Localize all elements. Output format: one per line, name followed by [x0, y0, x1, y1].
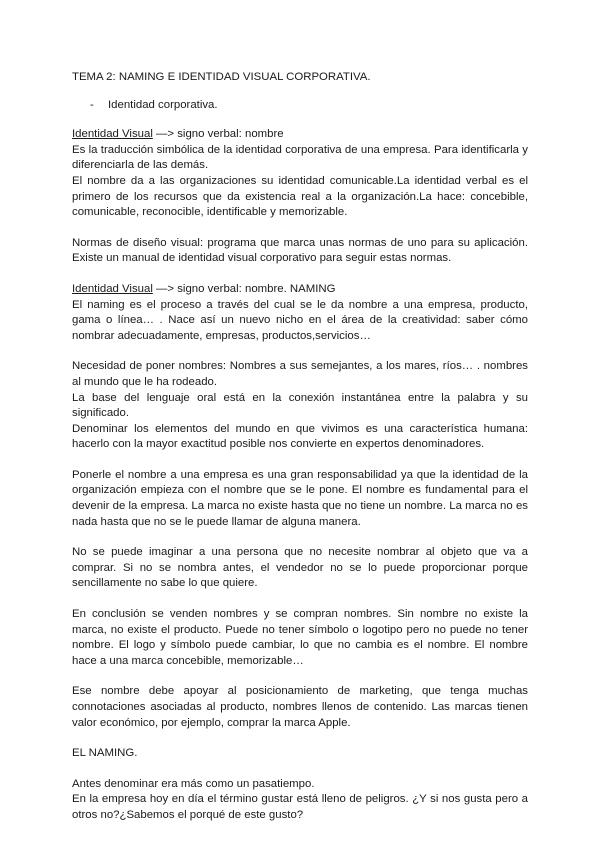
- posicionamiento-paragraph: Ese nombre debe apoyar al posicionamiento de marketing, que tenga muchas connotaciones asociadas al producto, nombres llenos de contenido. Las marcas tienen valor económico, por ejemplo, comprar la marca Apple.: [72, 685, 528, 729]
- section2-heading-rest: —> signo verbal: nombre. NAMING: [152, 282, 336, 295]
- necesidad-paragraph-3: Denominar los elementos del mundo en que vivimos es una característica humana: hacerlo con la mayor exactitud posible nos convierte en expertos denominadores.: [72, 422, 528, 451]
- section1-heading-rest: —> signo verbal: nombre: [152, 128, 284, 141]
- bullet-text: Identidad corporativa.: [108, 98, 218, 111]
- antes-paragraph-1: Antes denominar era más como un pasatiempo.: [72, 777, 315, 790]
- section1-paragraph-1: Es la traducción simbólica de la identidad corporativa de una empresa. Para identificarla y diferenciarla de las demás.: [72, 143, 528, 172]
- el-naming-heading: EL NAMING.: [72, 747, 138, 760]
- antes-paragraph-2: En la empresa hoy en día el término gustar está lleno de peligros. ¿Y si nos gusta pero a otros no?¿Sabemos el porqué de este gusto?: [72, 793, 528, 821]
- document-title: TEMA 2: NAMING E IDENTIDAD VISUAL CORPORATIVA.: [72, 71, 371, 83]
- section1-heading-underlined: Identidad Visual: [72, 128, 153, 141]
- normas-paragraph: Normas de diseño visual: programa que marca unas normas de uno para su aplicación. Existe un manual de identidad visual corporativo para seguir estas normas.: [72, 236, 528, 265]
- ponerle-paragraph: Ponerle el nombre a una empresa es una gran responsabilidad ya que la identidad de la organización empieza con el nombre que se le pone. El nombre es fundamental para el devenir de la empresa. La marca no existe hasta que no tiene un nombre. La marca no es nada hasta que no se le puede llamar de alguna manera.: [72, 468, 528, 528]
- necesidad-paragraph-2: La base del lenguaje oral está en la conexión instantánea entre la palabra y su significado.: [72, 391, 528, 420]
- document-page: [72, 70, 528, 824]
- bullet-item: [72, 98, 528, 114]
- bullet-dash: -: [90, 98, 94, 111]
- section2-paragraph-1: El naming es el proceso a través del cual se le da nombre a una empresa, producto, gama o línea… . Nace así un nuevo nicho en el área de la creatividad: saber cómo nombrar adecuadamente, empresas, productos,servicios…: [72, 298, 528, 342]
- section1-paragraph-2: El nombre da a las organizaciones su identidad comunicable.La identidad verbal es el primero de los recursos que da existencia real a la organización.La hace: concebible, comunicable, reconocible, identificable y memorizable.: [72, 174, 528, 219]
- necesidad-paragraph-1: Necesidad de poner nombres: Nombres a sus semejantes, a los mares, ríos… . nombres al mundo que le ha rodeado.: [72, 360, 528, 388]
- section1-heading: [72, 127, 528, 143]
- imaginar-paragraph: No se puede imaginar a una persona que no necesite nombrar al objeto que va a comprar. Si no se nombra antes, el vendedor no se lo puede proporcionar porque sencillamente no sabe lo que quiere.: [72, 546, 528, 590]
- conclusion-paragraph: En conclusión se venden nombres y se compran nombres. Sin nombre no existe la marca, no existe el producto. Puede no tener símbolo o logotipo pero no puede no tener nombre. El logo y símbolo puede cambiar, lo que no cambia es el nombre. El nombre hace a una marca concebible, memorizable…: [72, 608, 528, 667]
- section2-heading: [72, 282, 528, 298]
- section2-heading-underlined: Identidad Visual: [72, 282, 153, 295]
